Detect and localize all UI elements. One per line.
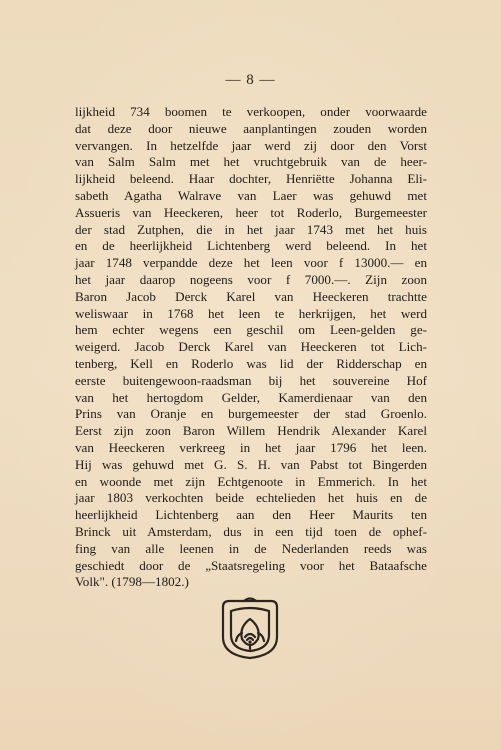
body-text	[75, 104, 427, 591]
page-number: — 8 —	[225, 72, 276, 88]
text-line: eerste buitengewoon-raadsman bij het souvereine Hof	[75, 372, 427, 388]
text-line: tenberg, Kell en Roderlo was lid der Ridderschap en	[75, 355, 427, 371]
text-line: fing van alle leenen in de Nederlanden reeds was	[75, 540, 427, 556]
text-line: het jaar daarop nogeens voor f 7000.—. Zijn zoon	[75, 271, 427, 287]
text-line: heerlijkheid Lichtenberg aan den Heer Maurits ten	[75, 507, 427, 523]
text-line: jaar 1748 verpandde deze het leen voor f 13000.— en	[75, 255, 427, 271]
text-line: lijkheid 734 boomen te verkoopen, onder voorwaarde	[75, 104, 427, 119]
text-line: Hij was gehuwd met G. S. H. van Pabst tot Bingerden	[75, 456, 427, 472]
text-line: sabeth Agatha Walrave van Laer was gehuwd met	[75, 187, 427, 203]
text-line: Volk". (1798—1802.)	[75, 574, 189, 590]
text-line: van Heeckeren verkreeg in het jaar 1796 het leen.	[75, 439, 427, 455]
art-nouveau-tulip-ornament-icon	[215, 597, 285, 661]
text-line: jaar 1803 verkochten beide echtelieden het huis en de	[75, 490, 427, 506]
text-line: van het hertogdom Gelder, Kamerdienaar van den	[75, 389, 427, 405]
text-line: en woonde met zijn Echtgenoote in Emmerich. In het	[75, 473, 427, 489]
text-line: Assueris van Heeckeren, heer tot Roderlo, Burgemeester	[75, 204, 427, 220]
text-line: en de heerlijkheid Lichtenberg werd beleend. In het	[75, 238, 427, 254]
text-line: van Salm Salm met het vruchtgebruik van de heer-	[75, 154, 427, 170]
text-line: lijkheid beleend. Haar dochter, Henriëtte Johanna Eli-	[75, 171, 427, 187]
text-line: dat deze door nieuwe aanplantingen zouden worden	[75, 120, 427, 136]
text-line: Baron Jacob Derck Karel van Heeckeren trachtte	[75, 288, 427, 304]
text-line: Eerst zijn zoon Baron Willem Hendrik Alexander Karel	[75, 423, 427, 439]
text-line: vervangen. In hetzelfde jaar werd zij door den Vorst	[75, 137, 427, 153]
text-line: hem echter wegens een geschil om Leen-gelden ge-	[75, 322, 427, 338]
text-line: der stad Zutphen, die in het jaar 1743 met het huis	[75, 221, 427, 237]
text-line: Prins van Oranje en burgemeester der stad Groenlo.	[75, 406, 427, 422]
text-line: weigerd. Jacob Derck Karel van Heeckeren tot Lich-	[75, 339, 427, 355]
text-line: geschiedt door de „Staatsregeling voor het Bataafsche	[75, 557, 427, 573]
text-line: weliswaar in 1768 het leen te herkrijgen, het werd	[75, 305, 427, 321]
text-line: Brinck uit Amsterdam, dus in een tijd toen de ophef-	[75, 523, 427, 539]
